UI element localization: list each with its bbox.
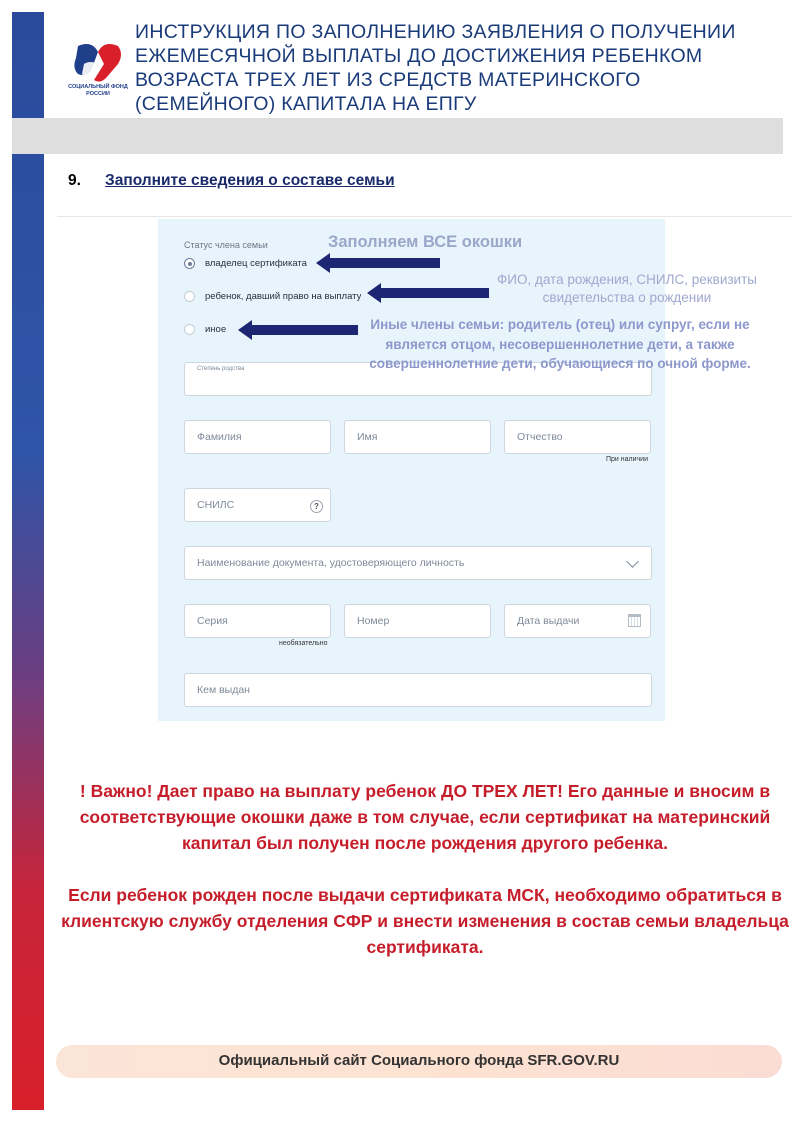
patronymic-hint: При наличии <box>606 456 648 463</box>
series-placeholder: Серия <box>197 615 228 627</box>
logo-caption: СОЦИАЛЬНЫЙ ФОНД РОССИИ <box>68 84 128 97</box>
annotation-other-members: Иные члены семьи: родитель (отец) или супруг, если не является отцом, несовершеннолетние дети, а также совершеннолетние дети, обучающиеся по очной форме. <box>369 317 751 371</box>
step-number: 9. <box>68 172 81 189</box>
radio-other[interactable] <box>184 324 226 335</box>
divider <box>57 216 792 217</box>
first-name-placeholder: Имя <box>357 431 378 443</box>
annotation-fill-all: Заполняем ВСЕ окошки <box>328 233 523 251</box>
footer-text[interactable]: Официальный сайт Социального фонда SFR.GOV.RU <box>218 1052 620 1069</box>
side-color-stripe <box>12 12 44 1110</box>
first-name-field[interactable] <box>344 420 491 454</box>
important-paragraph-1: ! Важно! Дает право на выплату ребенок ДО ТРЕХ ЛЕТ! Его данные и вносим в соответствующие окошки даже в том случае, если сертификат на материнский капитал был получен после рождения другого ребенка. <box>79 781 771 853</box>
issued-by-field[interactable] <box>184 673 652 707</box>
last-name-placeholder: Фамилия <box>197 431 242 443</box>
help-icon[interactable]: ? <box>310 500 323 513</box>
issue-date-placeholder: Дата выдачи <box>517 615 580 627</box>
radio-button-checked[interactable] <box>184 258 195 269</box>
arrow-left-icon <box>316 253 442 273</box>
series-hint: необязательно <box>279 640 328 647</box>
relation-placeholder: Степень родства <box>197 366 245 372</box>
page-title: ИНСТРУКЦИЯ ПО ЗАПОЛНЕНИЮ ЗАЯВЛЕНИЯ О ПОЛУЧЕНИИ ЕЖЕМЕСЯЧНОЙ ВЫПЛАТЫ ДО ДОСТИЖЕНИЯ РЕБЕНКОМ ВОЗРАСТА ТРЕХ ЛЕТ ИЗ СРЕДСТВ МАТЕРИНСКОГО (СЕМЕЙНОГО) КАПИТАЛА НА ЕПГУ <box>135 21 736 115</box>
issue-date-field[interactable] <box>504 604 651 638</box>
radio-label: владелец сертификата <box>205 258 307 269</box>
snils-field[interactable] <box>184 488 331 522</box>
patronymic-placeholder: Отчество <box>517 431 563 443</box>
radio-button[interactable] <box>184 291 195 302</box>
footer-bar <box>56 1045 782 1078</box>
header-divider-band <box>12 118 783 154</box>
number-placeholder: Номер <box>357 615 390 627</box>
series-field[interactable] <box>184 604 331 638</box>
step-title: Заполните сведения о составе семьи <box>105 172 395 189</box>
issued-by-placeholder: Кем выдан <box>197 684 250 696</box>
annotation-child-fields: ФИО, дата рождения, СНИЛС, реквизиты свидетельства о рождении <box>496 272 757 305</box>
radio-child[interactable] <box>184 291 361 302</box>
arrow-left-icon <box>238 320 360 340</box>
important-notice <box>60 778 790 960</box>
id-document-placeholder: Наименование документа, удостоверяющего личность <box>197 557 465 569</box>
number-field[interactable] <box>344 604 491 638</box>
radio-owner[interactable] <box>184 258 307 269</box>
radio-label: ребенок, давший право на выплату <box>205 291 362 302</box>
patronymic-field[interactable] <box>504 420 651 454</box>
last-name-field[interactable] <box>184 420 331 454</box>
chevron-down-icon <box>626 555 639 568</box>
radio-label: иное <box>205 324 227 335</box>
radio-button[interactable] <box>184 324 195 335</box>
snils-placeholder: СНИЛС <box>197 499 235 511</box>
status-label: Статус члена семьи <box>184 240 268 250</box>
important-paragraph-2: Если ребенок рожден после выдачи сертификата МСК, необходимо обратиться в клиентскую службу отделения СФР и внести изменения в состав семьи владельца сертификата. <box>61 885 789 957</box>
id-document-select[interactable] <box>184 546 652 580</box>
calendar-icon[interactable] <box>628 614 641 627</box>
